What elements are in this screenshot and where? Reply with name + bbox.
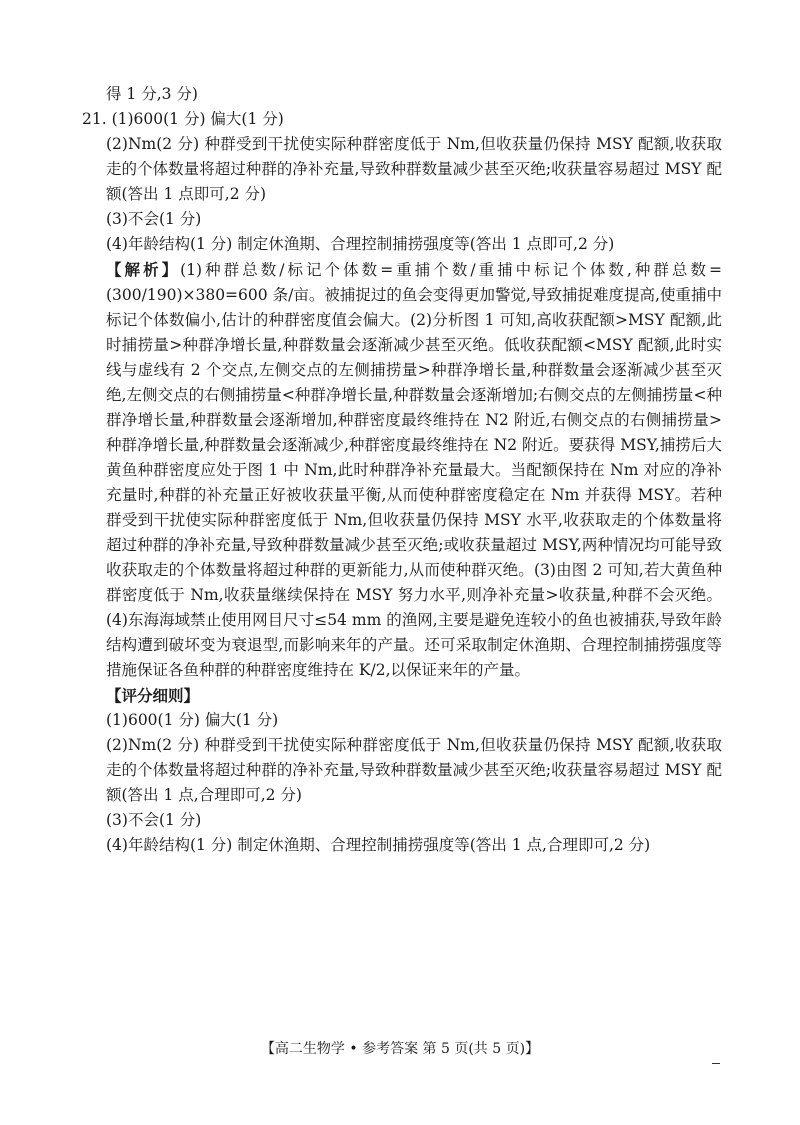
q21-part4: (4)年龄结构(1 分) 制定休渔期、合理控制捕捞强度等(答出 1 点即可,2 分): [106, 235, 615, 253]
scoring-part1: (1)600(1 分) 偏大(1 分): [106, 711, 279, 729]
previous-answer-tail: 得 1 分,3 分): [106, 85, 198, 103]
analysis-text: (1)种群总数/标记个体数=重捕个数/重捕中标记个体数,种群总数=(300/190)×380=600 条/亩。被捕捉过的鱼会变得更加警觉,导致捕捉难度提高,使重捕中标记个体数偏小,估计的种群密度值会偏大。(2)分析图 1 可知,高收获配额>MSY 配额,此时捕捞量>种群净增长量,种群数量会逐渐减少甚至灭绝。低收获配额<MSY 配额,此时实线与虚线有 2 个交点,左侧交点的左侧捕捞量>种群净增长量,种群数量会逐渐减少甚至灭绝,左侧交点的右侧捕捞量<种群净增长量,种群数量会逐渐增加;右侧交点的左侧捕捞量<种群净增长量,种群数量会逐渐增加,种群密度最终维持在 N2 附近,右侧交点的右侧捕捞量>种群净增长量,种群数量会逐渐减少,种群密度最终维持在 N2 附近。要获得 MSY,捕捞后大黄鱼种群密度应处于图 1 中 Nm,此时种群净补充量最大。当配额保持在 Nm 对应的净补充量时,种群的补充量正好被收获量平衡,从而使种群密度稳定在 Nm 并获得 MSY。若种群受到干扰使实际种群密度低于 Nm,但收获量仍保持 MSY 水平,收获取走的个体数量将超过种群的净补充量,导致种群数量减少甚至灭绝;或收获量超过 MSY,两种情况均可能导致收获取走的个体数量将超过种群的更新能力,从而使种群灭绝。(3)由图 2 可知,若大黄鱼种群密度低于 Nm,收获量继续保持在 MSY 努力水平,则净补充量>收获量,种群不会灭绝。(4)东海海域禁止使用网目尺寸≤54 mm 的渔网,主要是避免连较小的鱼也被捕获,导致年龄结构遭到破坏变为衰退型,而影响来年的产量。还可采取制定休渔期、合理控制捕捞强度等措施保证各鱼种群的种群密度维持在 K/2,以保证来年的产量。: [106, 261, 722, 679]
q21-part2: (2)Nm(2 分) 种群受到干扰使实际种群密度低于 Nm,但收获量仍保持 MSY 配额,收获取走的个体数量将超过种群的净补充量,导致种群数量减少甚至灭绝;收获量容易超过 MSY 配额(答出 1 点即可,2 分): [106, 135, 722, 203]
corner-mark: [712, 1063, 720, 1064]
analysis-paragraph: [82, 257, 722, 683]
scoring-part4: (4)年龄结构(1 分) 制定休渔期、合理控制捕捞强度等(答出 1 点,合理即可,2 分): [106, 836, 651, 854]
scoring-part2: (2)Nm(2 分) 种群受到干扰使实际种群密度低于 Nm,但收获量仍保持 MSY 配额,收获取走的个体数量将超过种群的净补充量,导致种群数量减少甚至灭绝;收获量容易超过 MSY 配额(答出 1 点,合理即可,2 分): [106, 736, 722, 804]
answer-content: [82, 82, 722, 858]
analysis-label: 【解析】: [106, 260, 181, 279]
q21-part1: 21. (1)600(1 分) 偏大(1 分): [82, 110, 284, 128]
scoring-part3: (3)不会(1 分): [106, 811, 202, 829]
scoring-label: 【评分细则】: [106, 686, 200, 705]
q21-part3: (3)不会(1 分): [106, 210, 202, 228]
page-footer: 【高二生物学 • 参考答案 第 5 页(共 5 页)】: [260, 1041, 540, 1057]
